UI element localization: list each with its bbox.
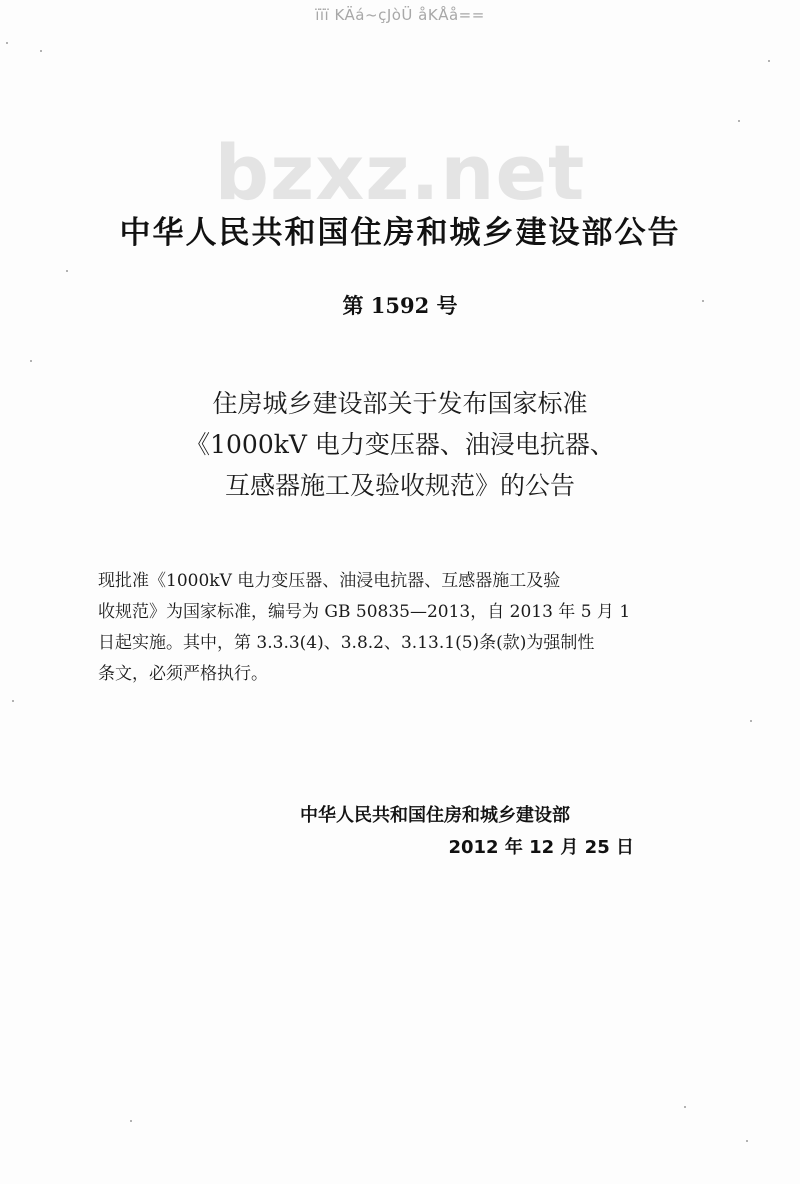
signature-organization: 中华人民共和国住房和城乡建设部 [300, 805, 570, 826]
page-header-text: ïïï KÄá~çJòÜ åKÅå== [315, 6, 485, 24]
scan-speck [750, 720, 752, 722]
body-line: 日起实施。其中，第 3.3.3(4)、3.8.2、3.13.1(5)条(款)为强制性 [98, 633, 595, 653]
subject-line: 互感器施工及验收规范》的公告 [224, 471, 575, 500]
scan-speck [746, 1140, 748, 1142]
announcement-subject [0, 383, 800, 506]
subject-line: 住房城乡建设部关于发布国家标准 [212, 389, 588, 418]
watermark: bzxz.net [214, 128, 586, 217]
body-line: 收规范》为国家标准，编号为 GB 50835—2013，自 2013 年 5 月 1 [98, 602, 631, 622]
announcement-title: 中华人民共和国住房和城乡建设部公告 [119, 215, 681, 251]
announcement-number: 第 1592 号 [342, 293, 458, 318]
scan-speck [702, 300, 704, 302]
body-line: 现批准《1000kV 电力变压器、油浸电抗器、互感器施工及验 [98, 571, 561, 591]
scan-speck [6, 42, 8, 44]
announcement-body [98, 566, 698, 690]
signature-date: 2012 年 12 月 25 日 [448, 837, 634, 858]
scan-speck [130, 1120, 132, 1122]
scan-speck [768, 60, 770, 62]
scan-speck [40, 50, 42, 52]
scan-speck [30, 360, 32, 362]
scan-speck [12, 700, 14, 702]
scan-speck [66, 270, 68, 272]
subject-line: 《1000kV 电力变压器、油浸电抗器、 [185, 430, 615, 459]
signature-block [300, 800, 640, 864]
body-line: 条文，必须严格执行。 [98, 664, 268, 684]
scan-speck [738, 120, 740, 122]
scan-speck [684, 1106, 686, 1108]
